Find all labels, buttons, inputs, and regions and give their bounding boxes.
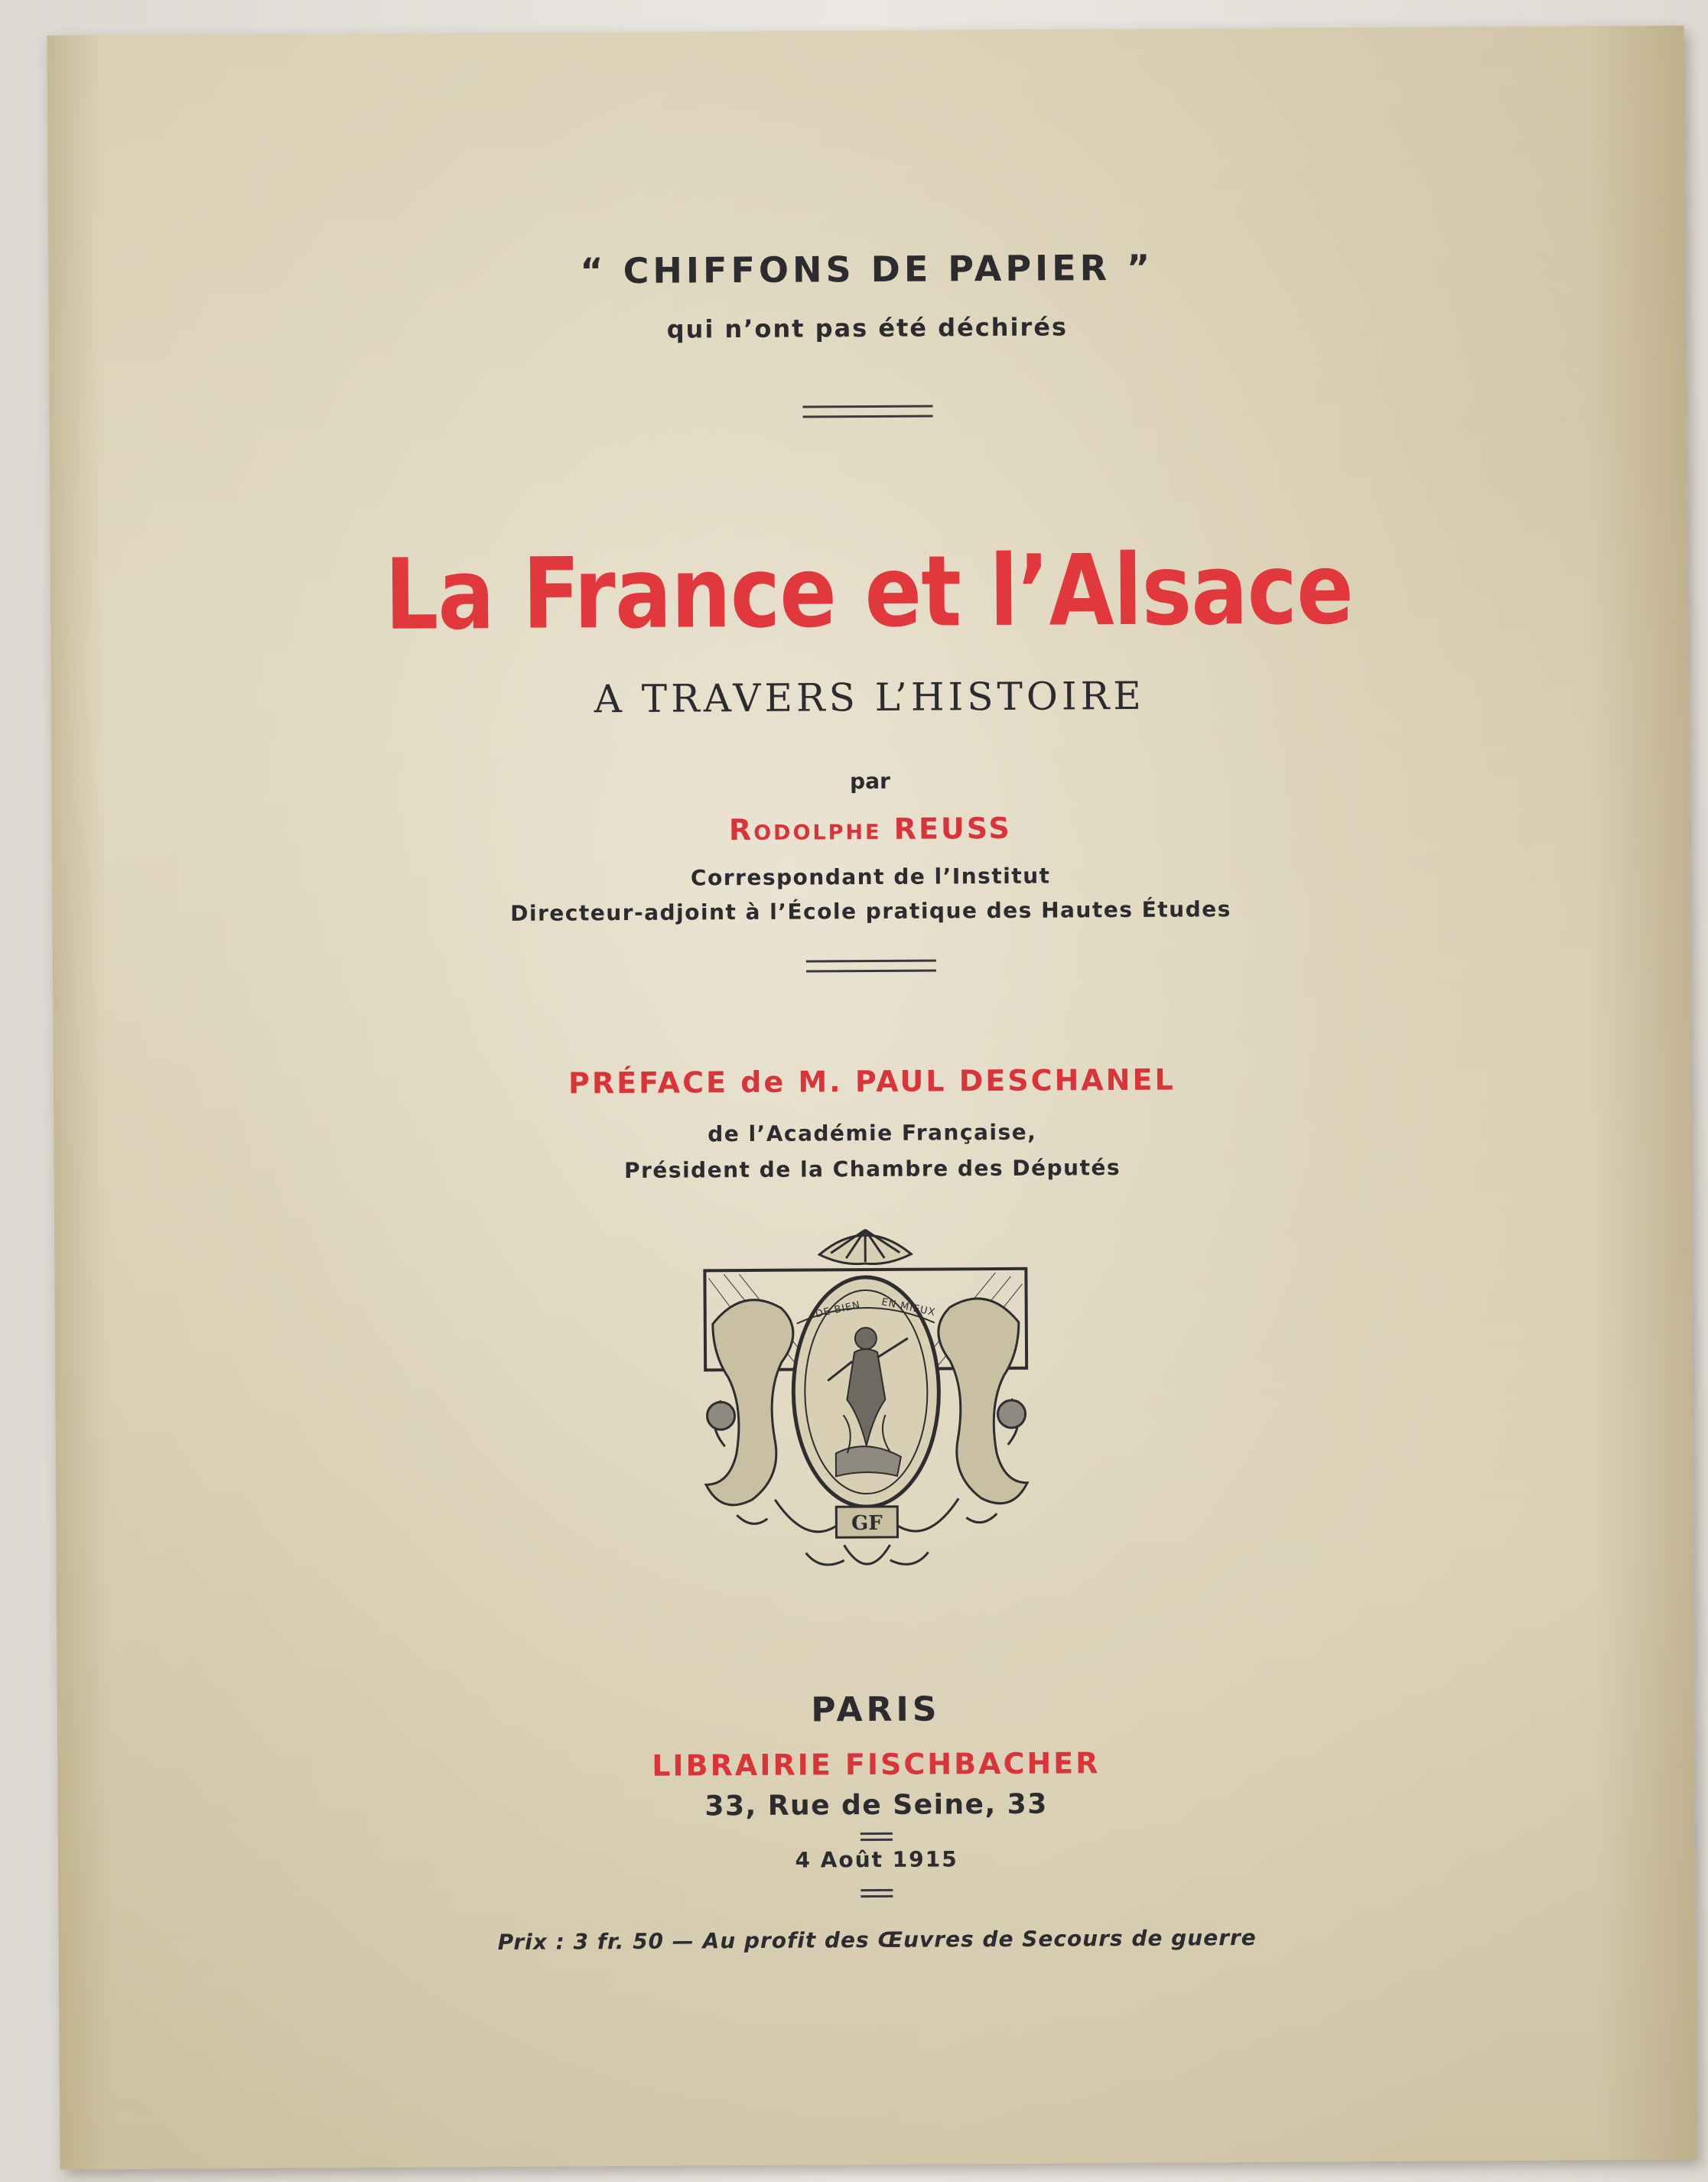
motto-right: EN MIEUX (880, 1296, 937, 1319)
right-scroll-ornament (939, 1299, 1028, 1504)
shell-crest-icon (819, 1230, 911, 1264)
cover-content (47, 25, 1697, 2169)
double-rule-divider (802, 405, 932, 418)
imprint-city: PARIS (811, 1689, 941, 1730)
imprint-date: 4 Août 1915 (795, 1846, 958, 1873)
book-title: La France et l’Alsace (384, 532, 1354, 652)
price-note: Prix : 3 fr. 50 — Au profit des Œuvres de Secours de guerre (497, 1924, 1257, 1956)
author-by: par (849, 768, 890, 795)
author-name (52, 807, 1689, 850)
short-rule-divider (861, 1832, 893, 1841)
left-scroll-ornament (705, 1299, 795, 1505)
author-last-name: REUSS (893, 811, 1012, 846)
book-subtitle: A TRAVERS L’HISTOIRE (594, 673, 1145, 722)
author-role-1: Correspondant de l’Institut (690, 863, 1051, 891)
author-first-name: Rodolphe (728, 811, 882, 847)
book-cover (47, 25, 1697, 2169)
author-role-2: Directeur-adjoint à l’École pratique des Hautes Études (510, 896, 1231, 926)
double-rule-divider (806, 959, 936, 972)
imprint-address: 33, Rue de Seine, 33 (704, 1788, 1048, 1823)
short-rule-divider (861, 1889, 893, 1897)
publisher-emblem (689, 1223, 1043, 1585)
motto-left: DE BIEN (814, 1299, 862, 1321)
monogram: GF (851, 1511, 883, 1536)
preface-line: PRÉFACE de M. PAUL DESCHANEL (568, 1062, 1176, 1101)
imprint-publisher: LIBRAIRIE FISCHBACHER (652, 1746, 1101, 1783)
preface-credential-1: de l’Académie Française, (708, 1119, 1037, 1147)
series-title: “ CHIFFONS DE PAPIER ” (580, 246, 1154, 292)
series-subtitle: qui n’ont pas été déchirés (666, 312, 1069, 344)
preface-credential-2: Président de la Chambre des Députés (623, 1155, 1121, 1183)
